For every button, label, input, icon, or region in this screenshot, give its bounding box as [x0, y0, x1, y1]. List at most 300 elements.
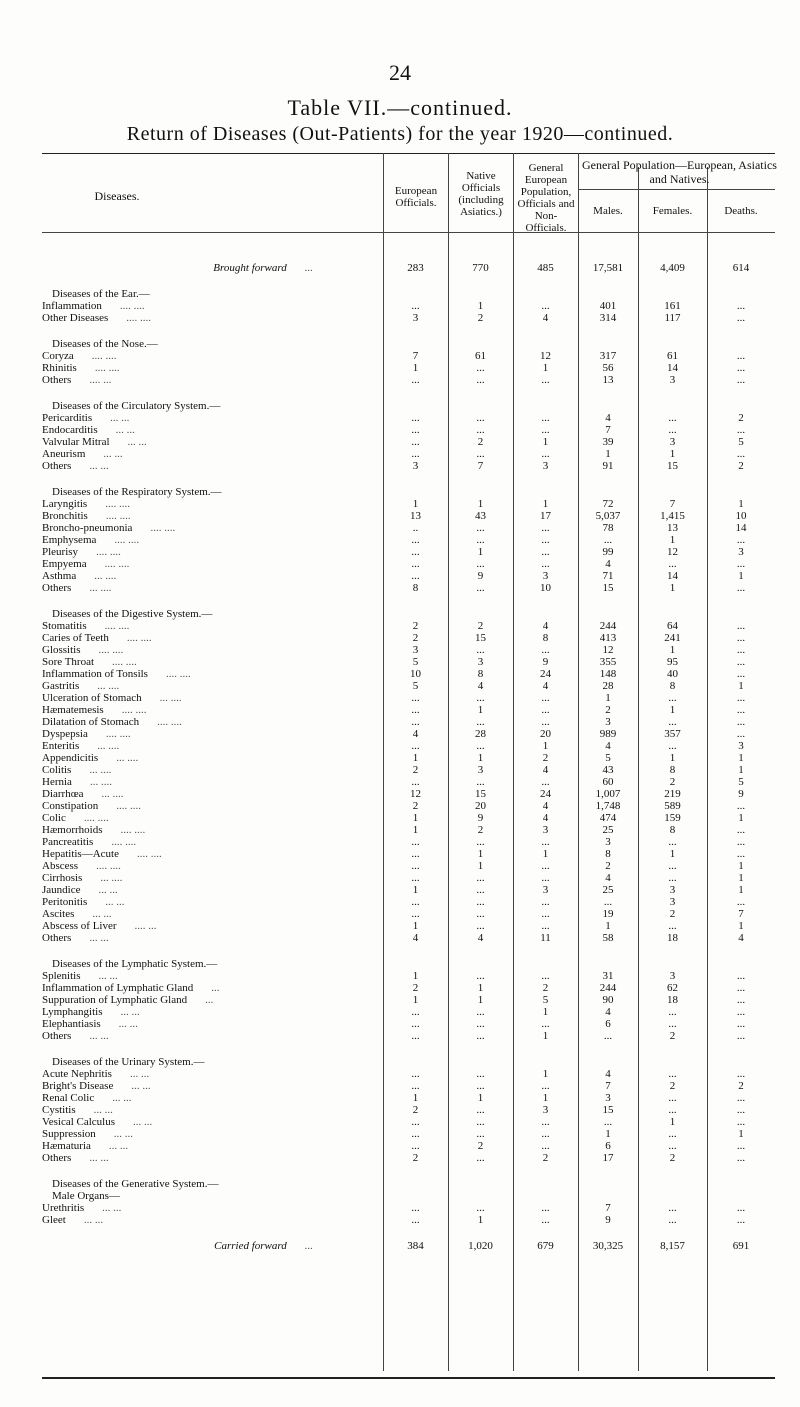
males-cell: ...	[603, 1116, 613, 1128]
native-officials-cell: 43	[475, 510, 486, 522]
females-cell: 13	[667, 522, 678, 534]
general-european-cell: 4	[542, 680, 549, 692]
males-cell: 244	[599, 982, 617, 994]
label-text: Cystitis	[42, 1104, 76, 1116]
general-european-cell: 24	[540, 788, 551, 800]
label-text: Emphysema	[42, 534, 97, 546]
females-cell: 2	[669, 1080, 676, 1092]
general-european-cell: ...	[541, 860, 550, 872]
females-cell: 18	[667, 932, 678, 944]
european-officials-cell: ...	[411, 716, 420, 728]
european-officials-cell: ...	[411, 570, 420, 582]
disease-label	[42, 1140, 383, 1152]
spacer-row	[42, 324, 775, 338]
disease-label	[42, 704, 383, 716]
leader-dots: ... ...	[110, 412, 130, 424]
deaths-cell: ...	[736, 848, 746, 860]
males-cell: 3	[605, 716, 611, 728]
european-officials-cell: 2	[412, 982, 419, 994]
females-cell: ...	[668, 1018, 677, 1030]
european-officials-cell: 2	[412, 620, 419, 632]
leader-dots: .... ....	[119, 300, 145, 312]
leader-dots: ... ...	[103, 448, 123, 460]
label-text: Inflammation of Lymphatic Gland	[42, 982, 194, 994]
native-officials-cell: ...	[476, 970, 485, 982]
leader-dots: ... ...	[89, 1030, 109, 1042]
general-european-cell: 1	[542, 498, 549, 510]
general-european-cell: 1	[542, 362, 549, 374]
group-label	[42, 1190, 775, 1202]
males-cell: ...	[603, 1030, 613, 1042]
european-officials-cell: 1	[412, 752, 419, 764]
leader-dots: .... ....	[96, 860, 121, 872]
general-european-cell: 3	[542, 460, 549, 472]
european-officials-cell: 1	[412, 994, 419, 1006]
disease-label	[42, 510, 383, 522]
females-cell: ...	[668, 1092, 677, 1104]
general-european-cell: ...	[541, 522, 550, 534]
label-text: Enteritis	[42, 740, 80, 752]
general-european-cell: 679	[537, 1240, 554, 1252]
females-cell: 1	[669, 752, 676, 764]
native-officials-cell: ...	[476, 1104, 485, 1116]
females-cell: 3	[669, 374, 676, 386]
group-heading-row	[42, 1190, 775, 1202]
general-european-cell: ...	[541, 896, 550, 908]
leader-dots: .... ....	[104, 558, 130, 570]
disease-label	[42, 1128, 383, 1140]
disease-label	[42, 1092, 383, 1104]
females-cell: 1,415	[660, 510, 685, 522]
deaths-cell: ...	[736, 716, 746, 728]
disease-label	[42, 994, 383, 1006]
disease-label	[42, 812, 383, 824]
general-european-cell: 4	[542, 812, 549, 824]
leader-dots: .... ....	[98, 644, 124, 656]
group-label	[42, 1178, 775, 1190]
males-cell: 7	[605, 424, 611, 436]
table-row	[42, 692, 775, 704]
females-cell: 2	[669, 1152, 676, 1164]
label-text: Colitis	[42, 764, 72, 776]
females-cell: 1	[669, 848, 676, 860]
european-officials-cell: 13	[410, 510, 421, 522]
table-subtitle: Return of Diseases (Out-Patients) for the year 1920—continued.	[126, 123, 674, 145]
label-text: Diseases of the Ear.—	[52, 288, 150, 300]
native-officials-cell: ...	[476, 374, 485, 386]
native-officials-cell: 770	[472, 262, 489, 274]
general-european-cell: 3	[542, 1104, 549, 1116]
females-cell: ...	[668, 740, 677, 752]
native-officials-cell: 1	[477, 848, 484, 860]
leader-dots: ... ...	[131, 1080, 151, 1092]
females-cell: 3	[669, 436, 676, 448]
table-row	[42, 582, 775, 594]
european-officials-cell: ...	[411, 1202, 420, 1214]
general-european-cell: ...	[541, 412, 550, 424]
disease-label	[42, 896, 383, 908]
native-officials-cell: ...	[476, 872, 485, 884]
native-officials-cell: 20	[475, 800, 486, 812]
deaths-cell: ...	[736, 704, 746, 716]
european-officials-cell: ...	[411, 1214, 420, 1226]
top-rule	[42, 153, 775, 154]
disease-label	[42, 740, 383, 752]
deaths-cell: 1	[738, 498, 744, 510]
table-row	[42, 872, 775, 884]
females-cell: 159	[664, 812, 681, 824]
general-european-cell: ...	[541, 1128, 550, 1140]
males-cell: 78	[602, 522, 614, 534]
general-european-cell: 24	[540, 668, 551, 680]
disease-label	[42, 1152, 383, 1164]
native-officials-cell: ...	[476, 896, 485, 908]
label-text: Jaundice	[42, 884, 81, 896]
females-cell: 219	[664, 788, 681, 800]
general-european-cell: ...	[541, 836, 550, 848]
disease-label	[42, 582, 383, 594]
deaths-cell: 10	[735, 510, 747, 522]
group-label	[42, 608, 775, 620]
males-cell: 413	[599, 632, 617, 644]
label-text: Splenitis	[42, 970, 81, 982]
leader-dots: ... ....	[101, 788, 124, 800]
deaths-cell: 3	[738, 546, 744, 558]
disease-label	[42, 788, 383, 800]
females-cell: 2	[669, 1030, 676, 1042]
native-officials-cell: ...	[476, 412, 485, 424]
disease-label	[42, 836, 383, 848]
disease-label	[42, 374, 383, 386]
label-text: Diseases of the Respiratory System.—	[52, 486, 222, 498]
header-general-population: General Population—European, Asiatics and Natives.	[582, 158, 777, 186]
table-row	[42, 510, 775, 522]
table-row	[42, 644, 775, 656]
label-text: Lymphangitis	[42, 1006, 103, 1018]
males-cell: 4	[605, 740, 611, 752]
females-cell: 3	[669, 884, 676, 896]
deaths-cell: ...	[736, 558, 746, 570]
label-text: Acute Nephritis	[42, 1068, 112, 1080]
european-officials-cell: 7	[412, 350, 419, 362]
females-cell: ...	[668, 1140, 677, 1152]
label-text: Caries of Teeth	[42, 632, 109, 644]
leader-dots: ... ...	[115, 424, 135, 436]
deaths-cell: ...	[736, 620, 746, 632]
spacer-row	[42, 594, 775, 608]
european-officials-cell: ...	[411, 740, 420, 752]
label-text: Broncho-pneumonia	[42, 522, 133, 534]
european-officials-cell: ...	[411, 896, 420, 908]
males-cell: 1,007	[595, 788, 621, 800]
disease-label	[42, 800, 383, 812]
males-cell: 71	[602, 570, 614, 582]
leader-dots: ... ...	[127, 436, 147, 448]
header-general-european: General European Population, Officials and Non-Officials.	[517, 162, 575, 234]
females-cell: 62	[667, 982, 678, 994]
males-cell: 2	[605, 704, 611, 716]
males-cell: 3	[605, 836, 611, 848]
females-cell: 4,409	[660, 262, 685, 274]
native-officials-cell: 1	[477, 300, 484, 312]
deaths-cell: 1	[738, 1128, 744, 1140]
females-cell: 8	[669, 764, 676, 776]
leader-dots: ... ...	[133, 1116, 153, 1128]
leader-dots: .... ....	[105, 510, 131, 522]
disease-label	[42, 680, 383, 692]
bottom-rule	[42, 1377, 775, 1379]
disease-label	[42, 632, 383, 644]
table-title: Table VII.—continued.	[287, 95, 513, 120]
table-row	[42, 994, 775, 1006]
label-text: Diseases of the Digestive System.—	[52, 608, 213, 620]
european-officials-cell: ...	[411, 436, 420, 448]
header-european-officials: European Officials.	[394, 185, 438, 209]
females-cell: 357	[664, 728, 681, 740]
native-officials-cell: 1	[477, 1092, 484, 1104]
native-officials-cell: ...	[476, 692, 485, 704]
disease-label	[42, 1068, 383, 1080]
table-row	[42, 728, 775, 740]
general-european-cell: 2	[542, 1152, 549, 1164]
label-text: Ascites	[42, 908, 75, 920]
native-officials-cell: ...	[476, 836, 485, 848]
european-officials-cell: ...	[411, 1068, 420, 1080]
table-row	[42, 448, 775, 460]
table-row	[42, 312, 775, 324]
disease-label	[42, 1116, 383, 1128]
native-officials-cell: ...	[476, 522, 485, 534]
table-row	[42, 812, 775, 824]
native-officials-cell: ...	[476, 1018, 485, 1030]
females-cell: ...	[668, 412, 677, 424]
table-row	[42, 668, 775, 680]
header-subrule	[578, 189, 775, 190]
spacer-row	[42, 472, 775, 486]
european-officials-cell: 2	[412, 1104, 419, 1116]
deaths-cell: 4	[738, 932, 744, 944]
label-text: Elephantiasis	[42, 1018, 101, 1030]
leader-dots: ... ...	[105, 896, 125, 908]
native-officials-cell: 1	[477, 546, 484, 558]
header-diseases: Diseases.	[94, 189, 140, 203]
general-european-cell: 4	[542, 312, 549, 324]
males-cell: 5,037	[595, 510, 621, 522]
females-cell: ...	[668, 920, 677, 932]
native-officials-cell: 61	[475, 350, 486, 362]
females-cell: 7	[669, 498, 676, 510]
native-officials-cell: ...	[476, 558, 485, 570]
label-text: Coryza	[42, 350, 74, 362]
label-text: Others	[42, 1152, 72, 1164]
label-text: Hæmaturia	[42, 1140, 91, 1152]
deaths-cell: ...	[736, 350, 746, 362]
european-officials-cell: ...	[411, 776, 420, 788]
disease-label	[42, 1006, 383, 1018]
general-european-cell: ...	[541, 534, 550, 546]
disease-label	[42, 824, 383, 836]
label-text: Brought forward	[213, 262, 287, 274]
disease-label	[42, 1018, 383, 1030]
native-officials-cell: 4	[477, 680, 484, 692]
leader-dots: .... ....	[112, 656, 137, 668]
european-officials-cell: 8	[412, 582, 419, 594]
european-officials-cell: 10	[410, 668, 421, 680]
deaths-cell: ...	[736, 300, 746, 312]
males-cell: 1	[605, 920, 611, 932]
disease-label	[42, 558, 383, 570]
general-european-cell: ...	[541, 1116, 550, 1128]
general-european-cell: 1	[542, 1006, 549, 1018]
leader-dots: ... ...	[108, 1140, 129, 1152]
label-text: Diarrhœa	[42, 788, 84, 800]
leader-dots: .... ....	[157, 716, 182, 728]
table-row	[42, 570, 775, 582]
european-officials-cell: ...	[411, 872, 420, 884]
label-text: Bright's Disease	[42, 1080, 114, 1092]
native-officials-cell: 7	[477, 460, 484, 472]
native-officials-cell: 15	[475, 788, 486, 800]
deaths-cell: 1	[738, 764, 744, 776]
general-european-cell: 4	[542, 620, 549, 632]
european-officials-cell: ...	[411, 860, 420, 872]
spacer-row	[42, 1164, 775, 1178]
disease-label	[42, 848, 383, 860]
leader-dots: .... ....	[114, 534, 140, 546]
deaths-cell: ...	[736, 362, 746, 374]
leader-dots: .... ....	[91, 350, 117, 362]
disease-label	[42, 262, 383, 274]
leader-dots: ...	[304, 262, 313, 274]
label-text: Hepatitis—Acute	[42, 848, 119, 860]
deaths-cell: ...	[736, 312, 746, 324]
males-cell: 17,581	[592, 262, 624, 274]
males-cell: 56	[602, 362, 614, 374]
females-cell: 2	[669, 776, 676, 788]
deaths-cell: ...	[736, 668, 746, 680]
table-row	[42, 1214, 775, 1226]
label-text: Abscess	[42, 860, 79, 872]
label-text: Colic	[42, 812, 66, 824]
european-officials-cell: 4	[412, 932, 419, 944]
deaths-cell: ...	[736, 1030, 746, 1042]
table-row	[42, 716, 775, 728]
females-cell: ...	[668, 424, 677, 436]
european-officials-cell: ...	[411, 704, 420, 716]
females-cell: 40	[667, 668, 678, 680]
deaths-cell: 1	[738, 860, 744, 872]
label-text: Others	[42, 582, 72, 594]
disease-label	[42, 436, 383, 448]
header-native-officials: Native Officials (including Asiatics.)	[458, 170, 504, 218]
label-text: Pleurisy	[42, 546, 79, 558]
leader-dots: ... ....	[89, 776, 112, 788]
table-row	[42, 982, 775, 994]
group-heading-row	[42, 288, 775, 300]
deaths-cell: ...	[736, 1104, 746, 1116]
males-cell: 148	[599, 668, 617, 680]
table-row	[42, 764, 775, 776]
group-label	[42, 288, 775, 300]
females-cell: ...	[668, 1104, 677, 1116]
leader-dots: ... ...	[89, 460, 109, 472]
disease-label	[42, 522, 383, 534]
leader-dots: ... ...	[120, 1006, 140, 1018]
group-label	[42, 338, 775, 350]
native-officials-cell: ...	[476, 1128, 485, 1140]
females-cell: 241	[664, 632, 681, 644]
table-row	[42, 362, 775, 374]
males-cell: 15	[602, 1104, 614, 1116]
table-row	[42, 884, 775, 896]
native-officials-cell: ...	[476, 884, 485, 896]
general-european-cell: ...	[541, 776, 550, 788]
general-european-cell: ...	[541, 716, 550, 728]
males-cell: 8	[605, 848, 611, 860]
table-row	[42, 350, 775, 362]
deaths-cell: 1	[738, 570, 744, 582]
label-text: Carried forward	[214, 1240, 287, 1252]
general-european-cell: 3	[542, 570, 549, 582]
table-row	[42, 1128, 775, 1140]
leader-dots: ... ...	[98, 884, 118, 896]
general-european-cell: 4	[542, 764, 549, 776]
females-cell: 1	[669, 1116, 676, 1128]
native-officials-cell: ...	[476, 448, 485, 460]
males-cell: 4	[605, 412, 611, 424]
deaths-cell: 5	[738, 776, 744, 788]
deaths-cell: 1	[738, 812, 744, 824]
native-officials-cell: 1	[477, 994, 484, 1006]
european-officials-cell: 2	[412, 764, 419, 776]
table-row	[42, 836, 775, 848]
label-text: Cirrhosis	[42, 872, 83, 884]
label-text: Diseases of the Generative System.—	[52, 1178, 219, 1190]
males-cell: 9	[605, 1214, 611, 1226]
label-text: Appendicitis	[42, 752, 99, 764]
disease-label	[42, 716, 383, 728]
native-officials-cell: ...	[476, 920, 485, 932]
females-cell: 64	[667, 620, 678, 632]
males-cell: ...	[603, 534, 613, 546]
males-cell: 72	[602, 498, 614, 510]
general-european-cell: ...	[541, 424, 550, 436]
native-officials-cell: 2	[477, 620, 484, 632]
males-cell: 30,325	[592, 1240, 624, 1252]
leader-dots: ... ....	[97, 680, 120, 692]
males-cell: 25	[602, 884, 614, 896]
deaths-cell: 614	[732, 262, 750, 274]
males-cell: 15	[602, 582, 614, 594]
females-cell: 3	[669, 896, 676, 908]
european-officials-cell: 1	[412, 920, 419, 932]
label-text: Others	[42, 1030, 72, 1042]
general-european-cell: ...	[541, 1202, 550, 1214]
total-row	[42, 262, 775, 274]
deaths-cell: 1	[738, 680, 744, 692]
males-cell: 2	[605, 860, 611, 872]
disease-label	[42, 970, 383, 982]
general-european-cell: ...	[541, 920, 550, 932]
deaths-cell: 691	[732, 1240, 750, 1252]
label-text: Vesical Calculus	[42, 1116, 116, 1128]
label-text: Pericarditis	[42, 412, 93, 424]
deaths-cell: ...	[736, 692, 746, 704]
label-text: Endocarditis	[42, 424, 98, 436]
group-heading-row	[42, 400, 775, 412]
table-row	[42, 824, 775, 836]
table-row	[42, 776, 775, 788]
